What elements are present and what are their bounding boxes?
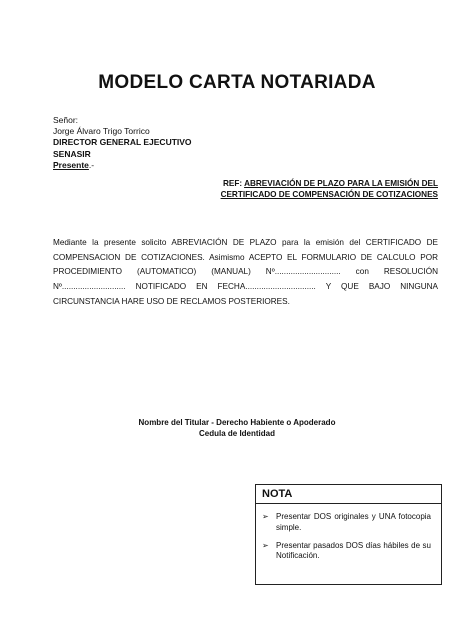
note-item-text: Presentar pasados DOS días hábiles de su Notificación. [276,540,431,561]
letter-body: Mediante la presente solicito ABREVIACIÓN DE PLAZO para la emisión del CERTIFICADO DE COMPENSACION DE COTIZACIONES. Asimismo ACEPTO EL FORMULARIO DE CALCULO POR PROCEDIMIENTO (AUTOMATICO) (MANUAL) Nº............................. con RESOLUCIÓN Nº............................ NOTIFICADO EN FECHA............................... Y QUE BAJO NINGUNA CIRCUNSTANCIA HARE USO DE RECLAMOS POSTERIORES. [53,238,438,306]
salutation: Señor: [53,115,79,125]
reference-text-1: ABREVIACIÓN DE PLAZO PARA LA EMISIÓN DEL [244,179,438,188]
signature-id-line: Cedula de Identidad [198,429,275,438]
note-item [262,512,431,534]
arrow-bullet-icon: ➢ [262,512,269,521]
document-title: MODELO CARTA NOTARIADA [98,72,376,93]
signature-name-line: Nombre del Titular - Derecho Habiente o Apoderado [138,418,336,427]
presente-line [53,160,192,171]
reference-text-2: CERTIFICADO DE COMPENSACIÓN DE COTIZACIONES [220,189,438,199]
addressee-organization: SENASIR [53,148,91,159]
note-item [262,541,431,563]
presente-word: Presente [53,159,89,170]
addressee-position: DIRECTOR GENERAL EJECUTIVO [53,137,192,148]
reference-line-1 [221,179,438,190]
reference-prefix: REF: [222,179,243,188]
presente-suffix: .- [88,159,95,170]
note-list [256,504,441,562]
signature-block [0,417,474,439]
addressee-name: Jorge Álvaro Trigo Torrico [53,126,150,137]
note-box [255,484,442,585]
reference-block [221,179,438,201]
addressee-block [53,115,192,171]
arrow-bullet-icon: ➢ [262,540,269,550]
note-item-text: Presentar DOS originales y UNA fotocopia simple. [276,512,431,532]
note-heading: NOTA [256,485,441,504]
